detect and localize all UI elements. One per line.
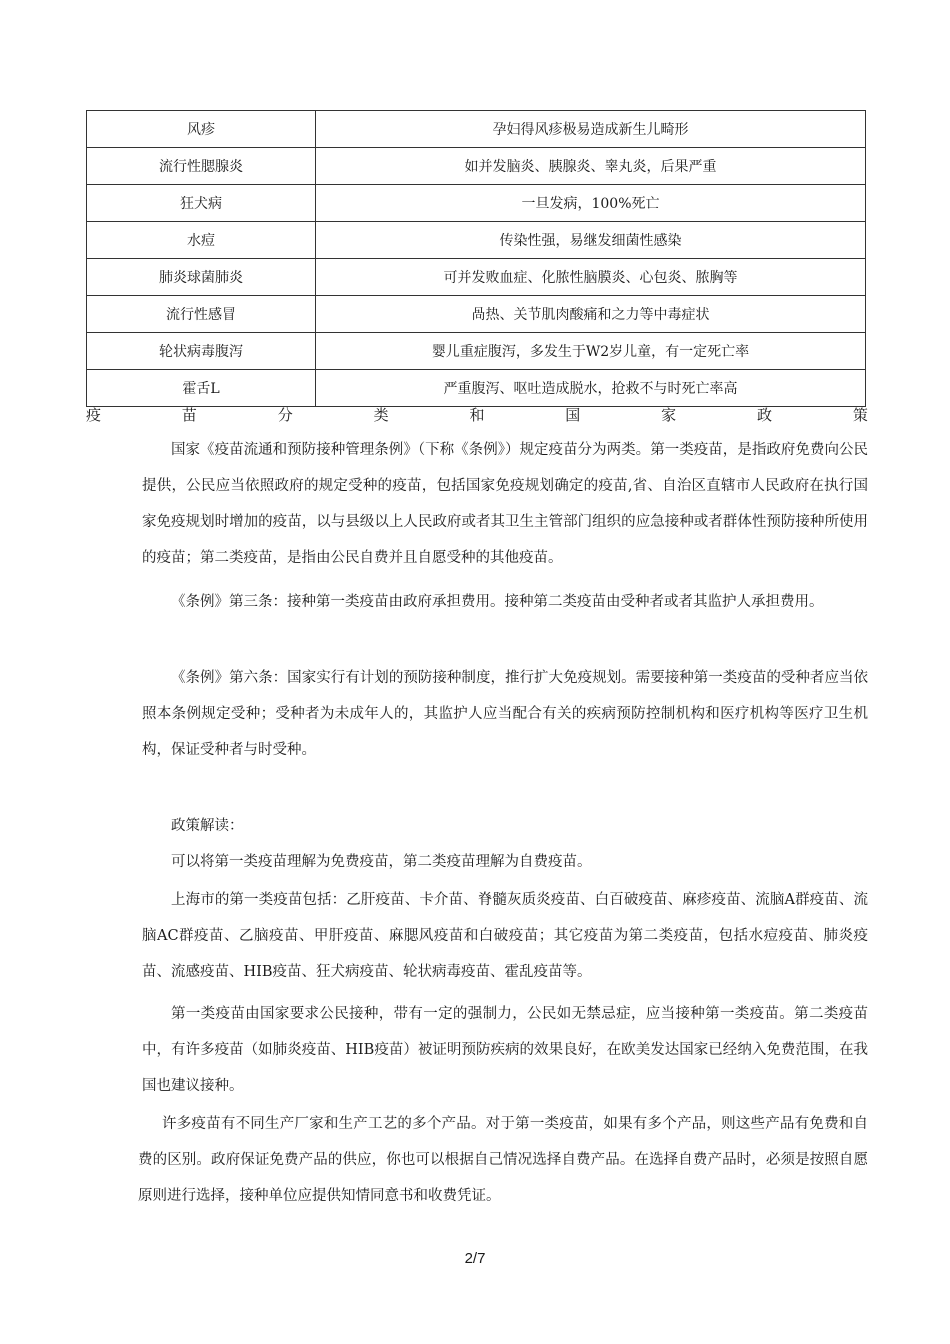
heading-char: 家	[661, 406, 677, 424]
disease-name-cell: 风疹	[87, 111, 316, 148]
disease-harm-cell: 孕妇得风疹极易造成新生儿畸形	[316, 111, 866, 148]
paragraph-article-6: 《条例》第六条：国家实行有计划的预防接种制度，推行扩大免疫规划。需要接种第一类疫苗的受种者应当依照本条例规定受种；受种者为未成年人的，其监护人应当配合有关的疾病预防控制机构和医疗机构等医疗卫生机构，保证受种者与时受种。	[142, 670, 868, 758]
heading-char: 苗	[181, 406, 197, 424]
table-row	[87, 111, 866, 148]
disease-name-cell: 轮状病毒腹泻	[87, 333, 316, 370]
table-row	[87, 333, 866, 370]
disease-harm-cell: 咼热、关节肌肉酸痛和之力等中毒症状	[316, 296, 866, 333]
paragraph-compulsory-vaccination: 第一类疫苗由国家要求公民接种，带有一定的强制力，公民如无禁忌症，应当接种第一类疫苗。第二类疫苗中，有许多疫苗（如肺炎疫苗、HIB疫苗）被证明预防疾病的效果良好，在欧美发达国家已经纳入免费范围，在我国也建议接种。	[142, 1006, 868, 1094]
heading-char: 分	[277, 406, 293, 424]
disease-name-cell: 流行性感冒	[87, 296, 316, 333]
table-row	[87, 370, 866, 407]
paragraph-shanghai-vaccines: 上海市的第一类疫苗包括：乙肝疫苗、卡介苗、脊髓灰质炎疫苗、白百破疫苗、麻疹疫苗、流脑A群疫苗、流脑AC群疫苗、乙脑疫苗、甲肝疫苗、麻腮风疫苗和白破疫苗；其它疫苗为第二类疫苗，包括水痘疫苗、肺炎疫苗、流感疫苗、HIB疫苗、狂犬病疫苗、轮状病毒疫苗、霍乱疫苗等。	[142, 892, 868, 980]
table-row	[87, 148, 866, 185]
heading-char: 和	[469, 406, 485, 424]
table-row	[87, 185, 866, 222]
paragraph-product-choice: 许多疫苗有不同生产厂家和生产工艺的多个产品。对于第一类疫苗，如果有多个产品，则这些产品有免费和自费的区别。政府保证免费产品的供应，你也可以根据自己情况选择自费产品。在选择自费产品时，必须是按照自愿原则进行选择，接种单位应提供知情同意书和收费凭证。	[138, 1116, 868, 1204]
table-row	[87, 259, 866, 296]
disease-harm-cell: 传染性强，易继发细菌性感染	[316, 222, 866, 259]
disease-name-cell: 狂犬病	[87, 185, 316, 222]
page-number: 2/7	[464, 1250, 486, 1267]
table-row	[87, 222, 866, 259]
paragraph-vaccine-classification: 国家《疫苗流通和预防接种管理条例》（下称《条例》）规定疫苗分为两类。第一类疫苗，是指政府免费向公民提供，公民应当依照政府的规定受种的疫苗，包括国家免疫规划确定的疫苗,省、自治区直辖市人民政府在执行国家免疫规划时增加的疫苗，以与县级以上人民政府或者其卫生主管部门组织的应急接种或者群体性预防接种所使用的疫苗；第二类疫苗，是指由公民自费并且自愿受种的其他疫苗。	[142, 442, 868, 566]
heading-char: 类	[373, 406, 389, 424]
disease-name-cell: 水痘	[87, 222, 316, 259]
paragraph-article-3: 《条例》第三条：接种第一类疫苗由政府承担费用。接种第二类疫苗由受种者或者其监护人承担费用。	[171, 594, 824, 610]
section-heading	[86, 404, 868, 428]
disease-name-cell: 霍舌L	[87, 370, 316, 407]
table-row	[87, 296, 866, 333]
disease-name-cell: 流行性腮腺炎	[87, 148, 316, 185]
disease-harm-cell: 婴儿重症腹泻，多发生于W2岁儿童，有一定死亡率	[316, 333, 866, 370]
disease-harm-cell: 如并发脑炎、胰腺炎、睾丸炎，后果严重	[316, 148, 866, 185]
disease-harm-cell: 可并发败血症、化脓性脑膜炎、心包炎、脓胸等	[316, 259, 866, 296]
heading-char: 策	[852, 406, 868, 424]
heading-char: 政	[757, 406, 773, 424]
disease-harm-cell: 一旦发病，100%死亡	[316, 185, 866, 222]
disease-harm-cell: 严重腹泻、呕吐造成脱水，抢救不与时死亡率高	[316, 370, 866, 407]
policy-interpretation-label: 政策解读：	[171, 818, 244, 834]
heading-char: 疫	[86, 406, 102, 424]
heading-char: 国	[565, 406, 581, 424]
paragraph-free-vs-paid: 可以将第一类疫苗理解为免费疫苗，第二类疫苗理解为自费疫苗。	[171, 854, 592, 870]
disease-harm-table	[86, 110, 866, 407]
disease-name-cell: 肺炎球菌肺炎	[87, 259, 316, 296]
